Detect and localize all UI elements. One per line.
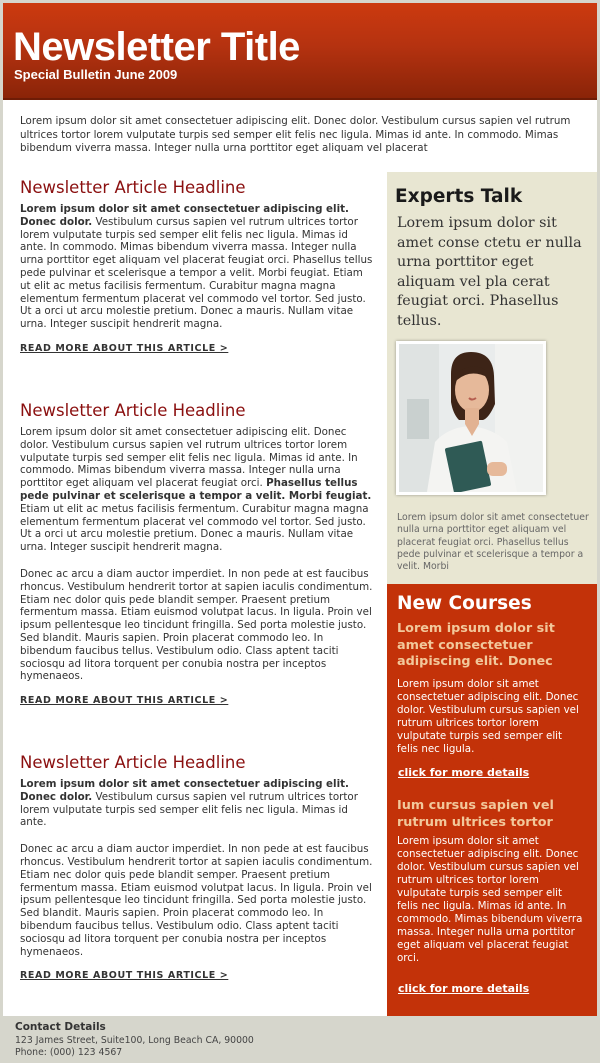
footer [3,1016,597,1060]
course-heading: Lorem ipsum dolor sit amet consectetuer adipiscing elit. Donec [397,621,555,669]
read-more-link[interactable]: READ MORE ABOUT THIS ARTICLE > [20,695,229,707]
read-more-link[interactable]: READ MORE ABOUT THIS ARTICLE > [20,342,229,354]
expert-photo [396,341,546,495]
intro-text: Lorem ipsum dolor sit amet consectetuer adipiscing elit. Donec dolor. Vestibulum cursus sapien vel rutrum ultrices tortor lorem vulputate turpis sed semper elit felis nec ligula. Mimas id ante. In commodo. Mimas bibendum viverra massa. Integer nulla urna porttitor eget aliquam vel placerat [20,115,571,154]
article-paragraph: Donec ac arcu a diam auctor imperdiet. In non pede at est faucibus rhoncus. Vestibulum hendrerit tortor at sapien iaculis condimentum. Etiam nec dolor quis pede blandit semper. Praesent pretium fermentum massa. Etiam euismod volutpat lacus. In ligula. Proin vel ipsum pellentesque leo tincidunt fringilla. Sed porta molestie justo. Sed blandit. Mauris sapien. Proin placerat commodo leo. In bibendum faucibus tellus. Vestibulum odio. Class aptent taciti sociosqu ad litora torquent per conubia nostra per inceptos hymenaeos. [20,843,373,958]
course-details-link[interactable]: click for more details [398,766,530,779]
course-heading: Ium cursus sapien vel rutrum ultrices tortor [397,798,554,830]
footer-title: Contact Details [15,1021,106,1033]
article-headline: Newsletter Article Headline [20,178,246,197]
expert-portrait-image [399,344,543,492]
article-lead: Lorem ipsum dolor sit amet consectetuer adipiscing elit. Donec dolor. [20,203,349,228]
photo-caption: Lorem ipsum dolor sit amet consectetuer nulla urna porttitor eget aliquam vel placerat feugiat orci. Phasellus tellus pede pulvinar et scelerisque a tempor a velit. Morbi [397,512,589,573]
read-more-link[interactable]: READ MORE ABOUT THIS ARTICLE > [20,970,229,982]
article-body [20,426,375,554]
courses-title: New Courses [397,593,532,614]
article-body-text: Vestibulum cursus sapien vel rutrum ultrices tortor lorem vulputate turpis sed semper elit felis nec ligula. Mimas id ante. In commodo. Mimas bibendum viverra massa. Integer nulla urna porttitor eget aliquam vel placerat feugiat orci. Phasellus tellus pede pulvinar et scelerisque a tempor a velit. Morbi feugiat. Etiam ut elit ac metus facilisis fermentum. Curabitur magna magna elementum fermentum placerat vel commodo vel tortor. Sed justo. Ut a orci ut arcu molestie pretium. Donec a mauris. Nullam vitae urna. Integer suscipit hendrerit magna. [20,215,373,331]
newsletter-title: Newsletter Title [13,25,300,69]
course-body: Lorem ipsum dolor sit amet consectetuer adipiscing elit. Donec dolor. Vestibulum cursus sapien vel rutrum ultrices tortor lorem vulputate turpis sed semper elit felis nec ligula. Mimas id ante. In commodo. Mimas bibendum viverra massa. Integer nulla urna porttitor eget aliquam vel placerat feugiat orci. [397,835,583,964]
course-body: Lorem ipsum dolor sit amet consectetuer adipiscing elit. Donec dolor. Vestibulum cursus sapien vel rutrum ultrices tortor lorem vulputate turpis sed semper elit felis nec ligula. [397,678,579,755]
article-2 [20,401,375,707]
article-bold-text: Phasellus tellus pede pulvinar et scelerisque a tempor a velit. Morbi feugiat. [20,477,372,502]
experts-quote: Lorem ipsum dolor sit amet conse ctetu er nulla urna porttitor eget aliquam vel pla cerat feugiat orci. Phasellus tellus. [397,215,582,329]
article-lead: Lorem ipsum dolor sit amet consectetuer adipiscing elit. Donec dolor. [20,778,349,803]
course-details-link[interactable]: click for more details [398,982,530,995]
article-body [20,203,375,331]
article-body-text: Etiam ut elit ac metus facilisis fermentum. Curabitur magna magna elementum fermentum placerat vel commodo vel tortor. Sed justo. Ut a orci ut arcu molestie pretium. Donec a mauris. Nullam vitae urna. Integer suscipit hendrerit magna. [20,502,369,554]
article-body [20,778,375,829]
article-3 [20,753,375,982]
article-headline: Newsletter Article Headline [20,401,246,420]
article-headline: Newsletter Article Headline [20,753,246,772]
footer-phone: Phone: (000) 123 4567 [15,1047,123,1058]
article-1 [20,178,375,355]
newsletter-header [3,3,597,100]
newsletter-subtitle: Special Bulletin June 2009 [14,67,178,82]
article-body-text: Vestibulum cursus sapien vel rutrum ultrices tortor lorem vulputate turpis sed semper elit felis nec ligula. Mimas id ante. [20,790,358,829]
experts-title: Experts Talk [395,186,523,207]
article-body-text: Lorem ipsum dolor sit amet consectetuer adipiscing elit. Donec dolor. Vestibulum cursus sapien vel rutrum ultrices tortor lorem vulputate turpis sed semper elit felis nec ligula. Mimas id ante. In commodo. Mimas bibendum viverra massa. Integer nulla urna porttitor eget aliquam vel placerat feugiat orci. [20,426,358,490]
footer-address: 123 James Street, Suite100, Long Beach CA, 90000 [15,1035,254,1046]
article-paragraph: Donec ac arcu a diam auctor imperdiet. In non pede at est faucibus rhoncus. Vestibulum hendrerit tortor at sapien iaculis condimentum. Etiam nec dolor quis pede blandit semper. Praesent pretium fermentum massa. Etiam euismod volutpat lacus. In ligula. Proin vel ipsum pellentesque leo tincidunt fringilla. Sed porta molestie justo. Sed blandit. Mauris sapien. Proin placerat commodo leo. In bibendum faucibus tellus. Vestibulum odio. Class aptent taciti sociosqu ad litora torquent per conubia nostra per inceptos hymenaeos. [20,567,373,683]
